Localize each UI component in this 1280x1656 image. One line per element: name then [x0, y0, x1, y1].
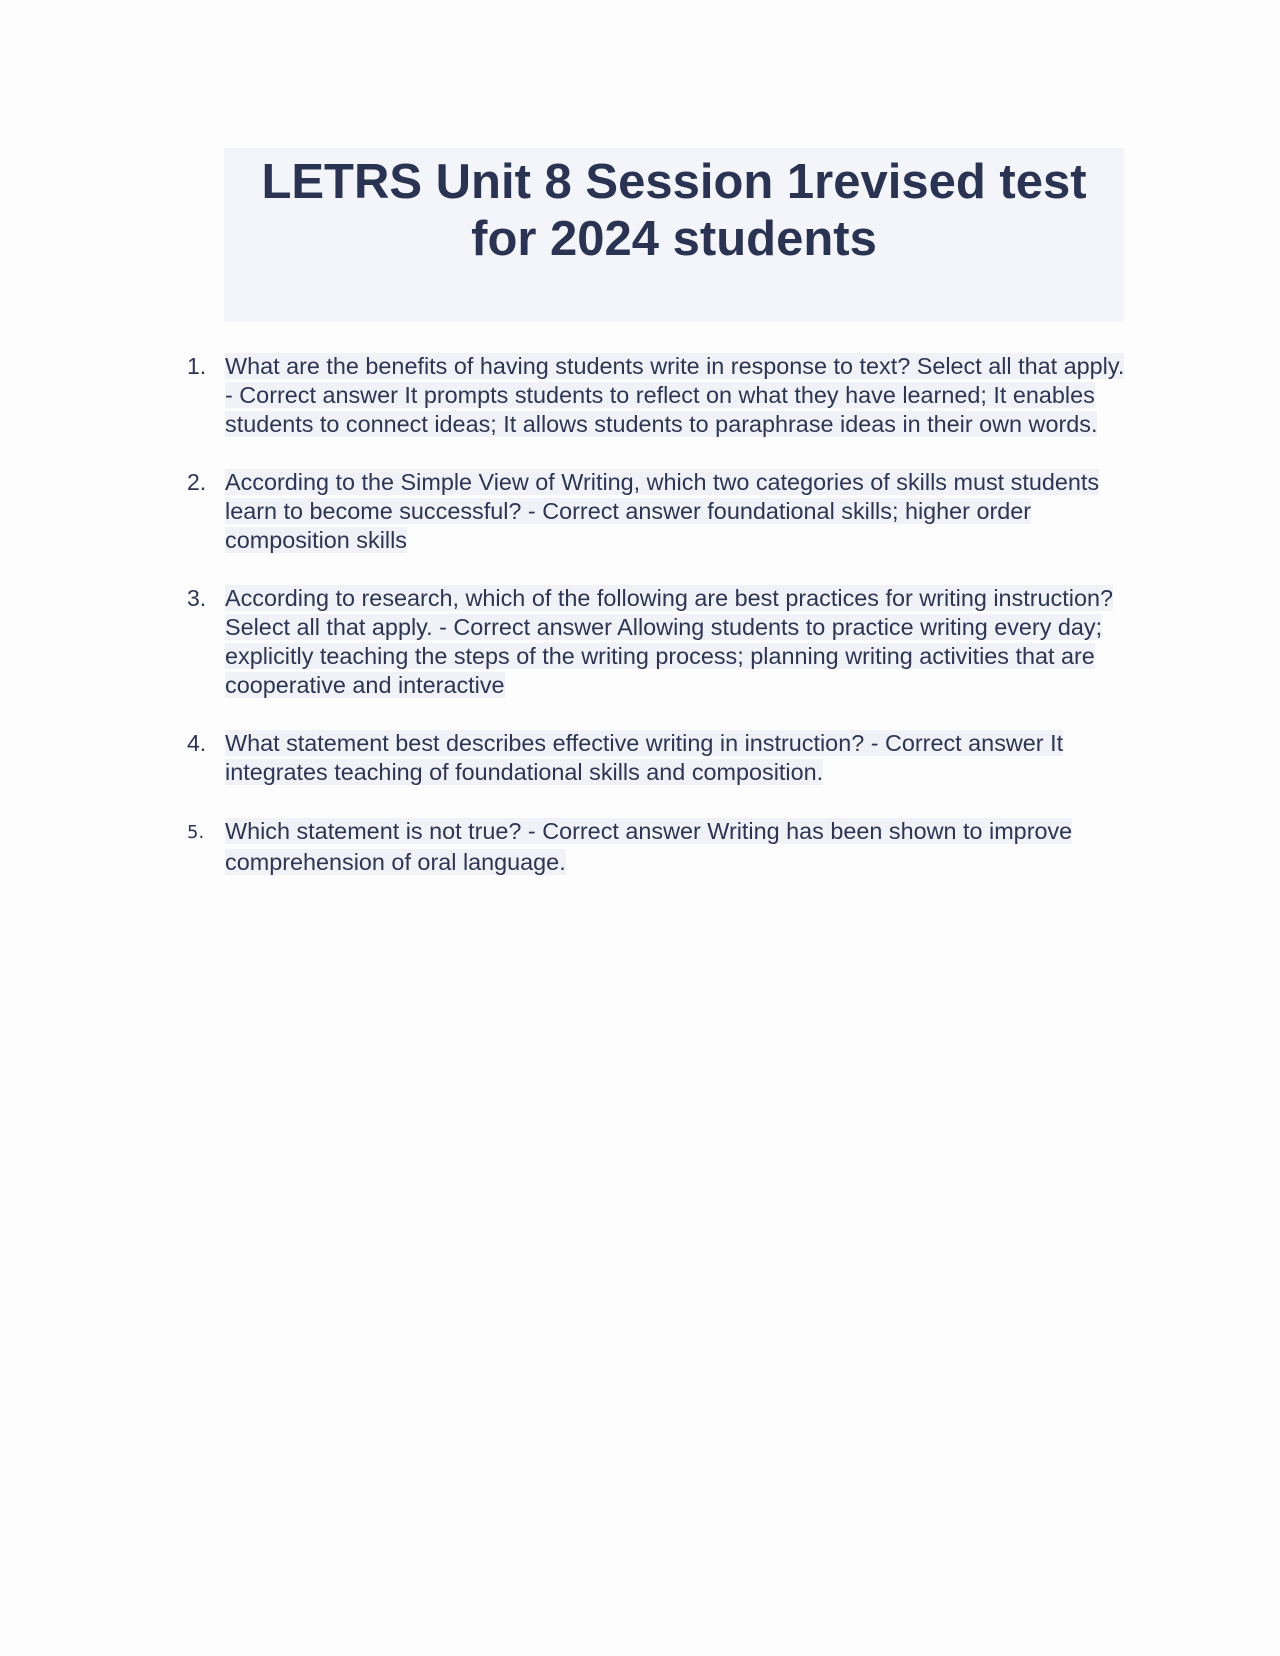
question-number: 1. — [187, 353, 207, 379]
question-text — [225, 584, 1126, 700]
question-number: 3. — [187, 585, 207, 611]
question-text-content: According to research, which of the following are best practices for writing instruction? Select all that apply. - Correct answer Allowing students to practice writing every day; explicitly teaching the steps of the writing process; planning writing activities that are cooperative and interactive — [225, 585, 1113, 698]
question-text-content: What statement best describes effective writing in instruction? - Correct answer It integrates teaching of foundational skills and composition. — [225, 730, 1064, 785]
question-text — [225, 352, 1126, 439]
question-item-2 — [182, 468, 1126, 555]
question-number: 2. — [187, 469, 207, 495]
question-text-content: According to the Simple View of Writing, which two categories of skills must students learn to become successful? - Correct answer foundational skills; higher order composition skills — [225, 469, 1100, 553]
question-text — [225, 729, 1126, 787]
question-number: 4. — [187, 730, 207, 756]
document-title: LETRS Unit 8 Session 1revised test for 2024 students — [261, 155, 1087, 266]
question-text — [225, 816, 1126, 878]
question-number: 5. — [187, 822, 205, 843]
question-item-5 — [182, 816, 1126, 878]
question-text-content: Which statement is not true? - Correct answer Writing has been shown to improve comprehension of oral language. — [225, 818, 1073, 875]
question-text-content: What are the benefits of having students write in response to text? Select all that apply. - Correct answer It prompts students to reflect on what they have learned; It enables students to connect ideas; It allows students to paraphrase ideas in their own words. — [225, 353, 1125, 437]
question-list — [182, 352, 1126, 907]
question-item-3 — [182, 584, 1126, 700]
question-item-1 — [182, 352, 1126, 439]
question-item-4 — [182, 729, 1126, 787]
question-text — [225, 468, 1126, 555]
title-block — [224, 148, 1124, 322]
